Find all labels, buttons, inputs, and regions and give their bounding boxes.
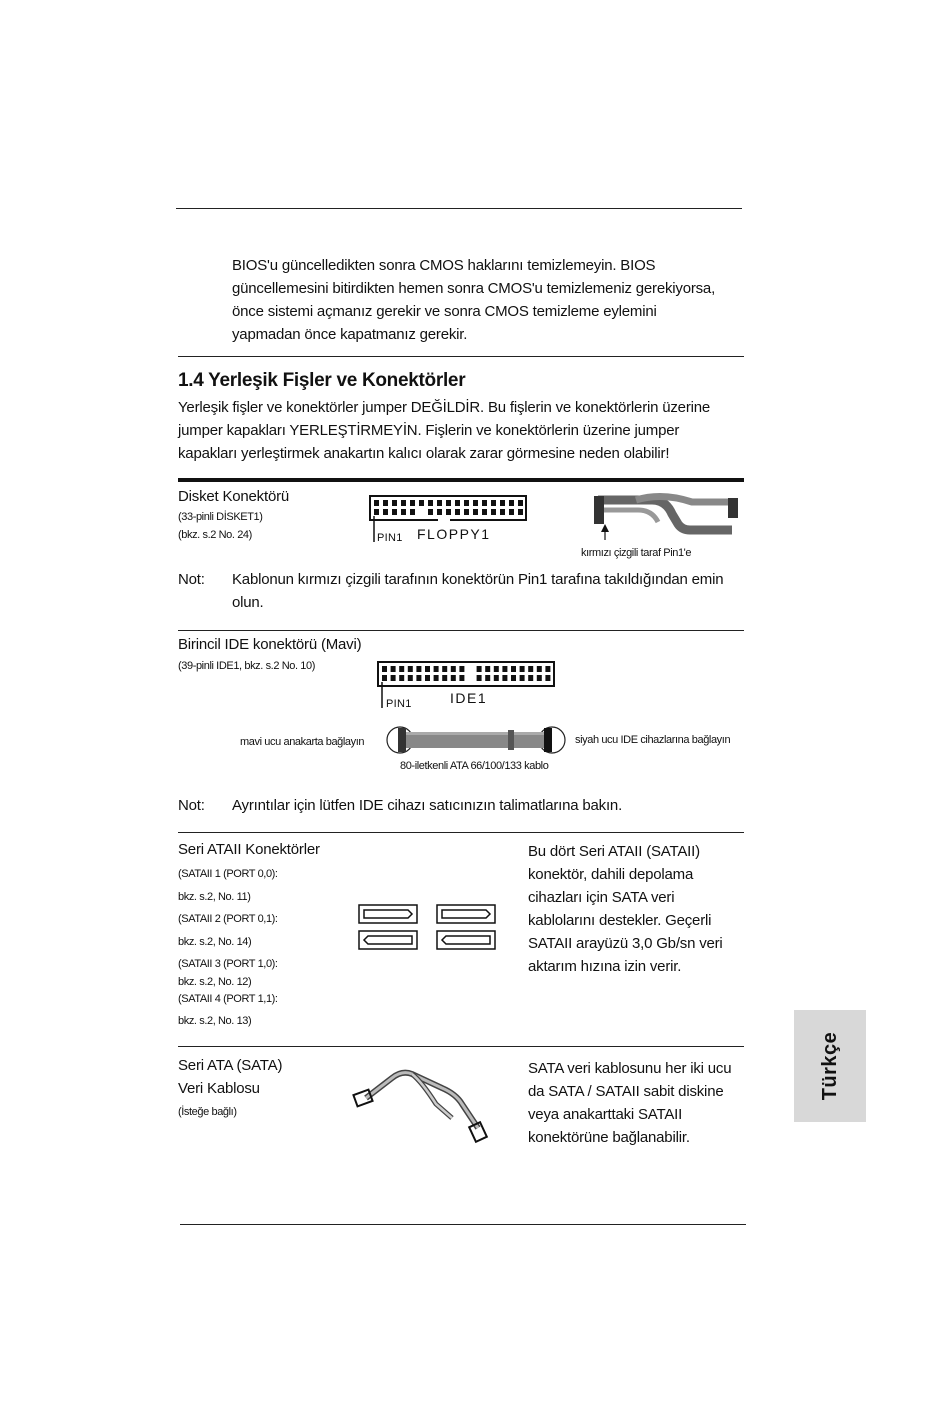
- sata-cable-image: [352, 1062, 494, 1142]
- connector-pin: [391, 675, 396, 681]
- sata-port-line: (SATAII 2 (PORT 0,1):: [178, 913, 278, 925]
- section-line: jumper kapakları YERLEŞTİRMEYİN. Fişlerin ve konektörlerin üzerine jumper: [178, 422, 680, 439]
- sata-desc-line: aktarım hızına izin verir.: [528, 958, 682, 975]
- language-side-tab: [794, 1010, 866, 1122]
- connector-pin: [482, 509, 487, 515]
- connector-pin: [459, 675, 464, 681]
- connector-pin: [416, 675, 421, 681]
- sata-port-line: bkz. s.2, No. 12): [178, 976, 252, 988]
- floppy-sub1: (33-pinli DİSKET1): [178, 511, 263, 523]
- ide-left-caption: mavi ucu anakarta bağlayın: [240, 736, 365, 748]
- connector-pin: [437, 509, 442, 515]
- connector-pin: [528, 666, 533, 672]
- connector-pin: [374, 500, 379, 506]
- connector-pin: [518, 509, 523, 515]
- connector-pin: [446, 509, 451, 515]
- sata-title: Seri ATAII Konektörler: [178, 841, 320, 858]
- connector-pin: [408, 666, 413, 672]
- sata-port-line: bkz. s.2, No. 11): [178, 891, 251, 903]
- connector-pin: [511, 666, 516, 672]
- connector-pin: [520, 675, 525, 681]
- ide-pin-label: PIN1: [386, 698, 412, 710]
- connector-pin: [428, 509, 433, 515]
- ide-rule: [178, 832, 744, 833]
- connector-pin: [502, 666, 507, 672]
- sata-cable-desc-line: veya anakarttaki SATAII: [528, 1106, 683, 1123]
- connector-pin: [451, 675, 456, 681]
- floppy-cable-caption: kırmızı çizgili taraf Pin1'e: [581, 547, 692, 559]
- ide-note-text: Ayrıntılar için lütfen IDE cihazı satıcınızın talimatlarına bakın.: [232, 797, 623, 814]
- sata-cable-desc-line: da SATA / SATAII sabit diskine: [528, 1083, 724, 1100]
- floppy-pin-label: PIN1: [377, 532, 403, 544]
- connector-pin: [382, 666, 387, 672]
- sata-cable-title1: Seri ATA (SATA): [178, 1057, 283, 1074]
- connector-pin: [464, 500, 469, 506]
- intro-line: yapmadan önce kapatmanız gerekir.: [232, 326, 468, 343]
- ide-sub: (39-pinli IDE1, bkz. s.2 No. 10): [178, 660, 315, 672]
- connector-pin: [401, 500, 406, 506]
- connector-pin: [528, 675, 533, 681]
- sata-ports-list: [178, 866, 278, 1030]
- section-line: kapakları yerleştirmek anakartın kalıcı olarak zarar görmesine neden olabilir!: [178, 445, 670, 462]
- floppy-note-line: Kablonun kırmızı çizgili tarafının konektörün Pin1 tarafına takıldığından emin: [232, 571, 724, 588]
- connector-pin: [518, 500, 523, 506]
- sata-desc-line: kablolarını destekler. Geçerli: [528, 912, 712, 929]
- intro-paragraph: [232, 254, 715, 346]
- connector-pin: [509, 509, 514, 515]
- ide-note-label: Not:: [178, 797, 205, 814]
- sata-desc-line: Bu dört Seri ATAII (SATAII): [528, 843, 700, 860]
- floppy-title: Disket Konektörü: [178, 488, 290, 505]
- connector-pin: [494, 675, 499, 681]
- connector-pin: [485, 675, 490, 681]
- floppy-note-label: Not:: [178, 571, 205, 588]
- top-rule: [176, 208, 742, 209]
- sata-desc-line: cihazları için SATA veri: [528, 889, 675, 906]
- connector-pin: [464, 509, 469, 515]
- connector-pin: [392, 500, 397, 506]
- connector-pin: [451, 666, 456, 672]
- connector-pin: [434, 666, 439, 672]
- sata-port-line: bkz. s.2, No. 13): [178, 1015, 252, 1027]
- connector-pin: [500, 509, 505, 515]
- connector-pin: [408, 675, 413, 681]
- connector-pin: [545, 666, 550, 672]
- floppy-connector-label: FLOPPY1: [417, 526, 491, 542]
- connector-pin: [491, 509, 496, 515]
- connector-pin: [442, 675, 447, 681]
- connector-pin: [491, 500, 496, 506]
- ide-cable-caption: 80-iletkenli ATA 66/100/133 kablo: [400, 760, 549, 772]
- floppy-note-line: olun.: [232, 594, 264, 611]
- connector-pin: [455, 500, 460, 506]
- section-paragraph: [178, 396, 710, 465]
- sata-cable-description: [528, 1057, 731, 1149]
- floppy-rule: [178, 630, 744, 631]
- ide-title: Birincil IDE konektörü (Mavi): [178, 636, 362, 653]
- connector-pin: [410, 509, 415, 515]
- connector-pin: [442, 666, 447, 672]
- connector-pin: [391, 666, 396, 672]
- connector-pin: [477, 666, 482, 672]
- sata-connectors-diagram: [358, 904, 498, 952]
- connector-pin: [392, 509, 397, 515]
- sata-cable-title2: Veri Kablosu: [178, 1080, 260, 1097]
- floppy-note-text: [232, 568, 723, 614]
- connector-pin: [419, 500, 424, 506]
- connector-pin: [500, 500, 505, 506]
- bottom-rule: [180, 1224, 746, 1225]
- sata-desc-line: SATAII arayüzü 3,0 Gb/sn veri: [528, 935, 723, 952]
- connector-pin: [473, 509, 478, 515]
- connector-pin: [434, 675, 439, 681]
- connector-pin: [399, 666, 404, 672]
- intro-line: BIOS'u güncelledikten sonra CMOS haklarını temizlemeyin. BIOS: [232, 257, 656, 274]
- connector-pin: [537, 666, 542, 672]
- connector-pin: [477, 675, 482, 681]
- connector-pin: [425, 666, 430, 672]
- connector-pin: [502, 675, 507, 681]
- connector-pin: [459, 666, 464, 672]
- connector-pin: [537, 675, 542, 681]
- intro-line: güncellemesini bitirdikten hemen sonra CMOS'u temizlemeniz gerekiyorsa,: [232, 280, 716, 297]
- ide-cable-image: [386, 722, 568, 760]
- connector-pin: [383, 500, 388, 506]
- connector-pin: [494, 666, 499, 672]
- sata-port-line: (SATAII 1 (PORT 0,0):: [178, 868, 278, 880]
- sata-port-line: (SATAII 4 (PORT 1,1):: [178, 993, 278, 1005]
- sata-description: [528, 840, 723, 978]
- connector-pin: [399, 675, 404, 681]
- connector-pin: [509, 500, 514, 506]
- ide-connector-label: IDE1: [450, 690, 488, 706]
- section-line: Yerleşik fişler ve konektörler jumper DEĞİLDİR. Bu fişlerin ve konektörlerin üzerine: [178, 399, 711, 416]
- thick-rule: [178, 478, 744, 482]
- connector-pin: [482, 500, 487, 506]
- language-tab-label: Türkçe: [818, 1031, 841, 1101]
- connector-pin: [425, 675, 430, 681]
- connector-pin: [437, 500, 442, 506]
- sata-desc-line: konektör, dahili depolama: [528, 866, 694, 883]
- connector-pin: [374, 509, 379, 515]
- connector-pin: [382, 675, 387, 681]
- connector-pin: [383, 509, 388, 515]
- connector-pin: [446, 500, 451, 506]
- connector-pin: [520, 666, 525, 672]
- floppy-cable-image: [592, 494, 740, 544]
- connector-pin: [511, 675, 516, 681]
- sata-port-line: (SATAII 3 (PORT 1,0):: [178, 958, 278, 970]
- section-rule: [178, 356, 744, 357]
- floppy-sub2: (bkz. s.2 No. 24): [178, 529, 252, 541]
- ide-right-caption: siyah ucu IDE cihazlarına bağlayın: [575, 734, 731, 746]
- connector-pin: [485, 666, 490, 672]
- section-heading: 1.4 Yerleşik Fişler ve Konektörler: [178, 370, 466, 391]
- sata-cable-desc-line: SATA veri kablosunu her iki ucu: [528, 1060, 732, 1077]
- sata-rule: [178, 1046, 744, 1047]
- intro-line: önce sistemi açmanız gerekir ve sonra CMOS temizleme eylemini: [232, 303, 657, 320]
- sata-cable-sub: (İsteğe bağlı): [178, 1106, 237, 1118]
- connector-pin: [545, 675, 550, 681]
- sata-port-line: bkz. s.2, No. 14): [178, 936, 252, 948]
- connector-pin: [410, 500, 415, 506]
- connector-pin: [428, 500, 433, 506]
- connector-pin: [473, 500, 478, 506]
- connector-pin: [401, 509, 406, 515]
- sata-cable-desc-line: konektörüne bağlanabilir.: [528, 1129, 690, 1146]
- connector-pin: [455, 509, 460, 515]
- connector-pin: [416, 666, 421, 672]
